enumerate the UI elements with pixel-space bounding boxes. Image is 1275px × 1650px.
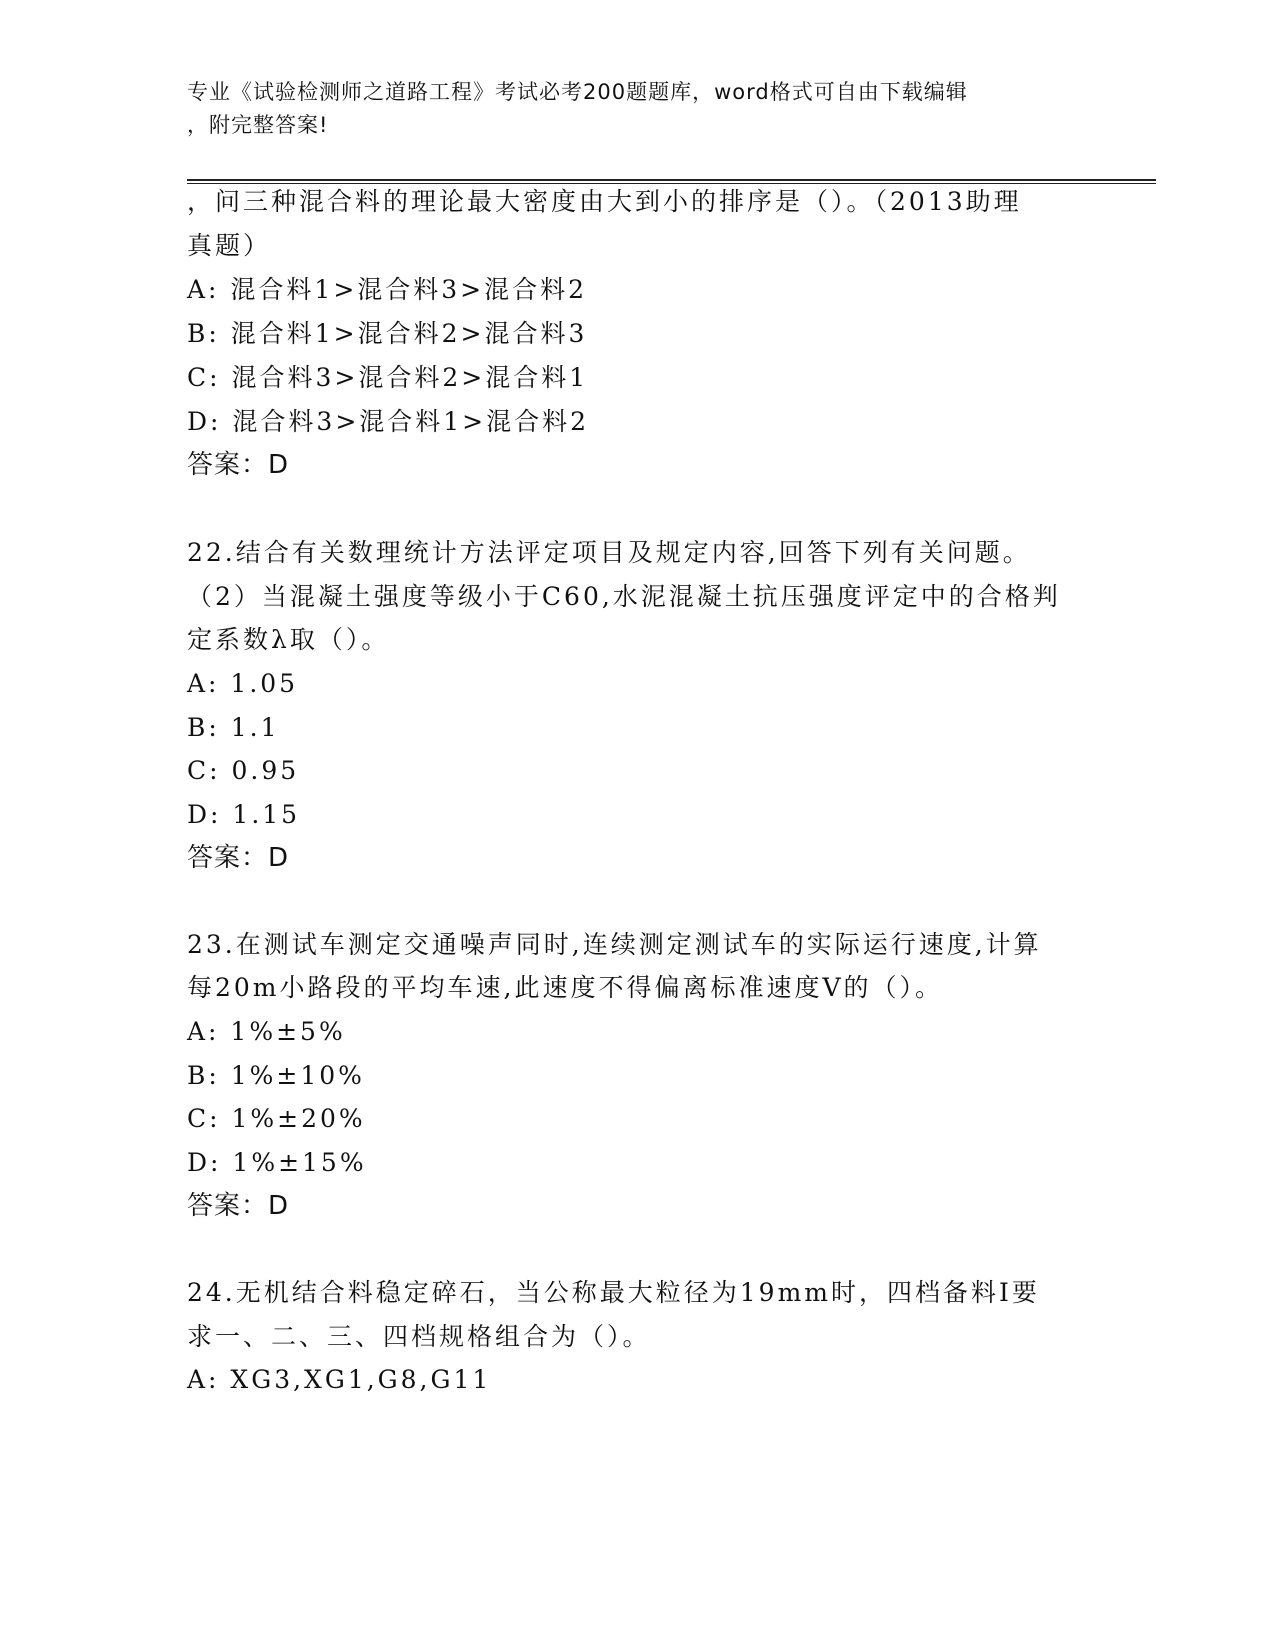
q22-option-b: B: 1.1	[187, 713, 280, 742]
header-title-line-1: 专业《试验检测师之道路工程》考试必考200题题库，word格式可自由下载编辑	[187, 80, 968, 104]
q21-option-a: A: 混合料1>混合料3>混合料2	[187, 275, 588, 304]
q23-option-c: C: 1%±20%	[187, 1104, 366, 1133]
q21-answer: 答案：D	[187, 450, 290, 480]
q21-option-b: B: 混合料1>混合料2>混合料3	[187, 319, 588, 348]
q23-option-b: B: 1%±10%	[187, 1061, 365, 1090]
header-divider-thick	[187, 179, 1156, 181]
q23-option-d: D: 1%±15%	[187, 1148, 367, 1177]
q22-stem-line-2: （2）当混凝土强度等级小于C60,水泥混凝土抗压强度评定中的合格判	[187, 582, 1061, 611]
q22-answer: 答案：D	[187, 843, 290, 873]
q21-option-d: D: 混合料3>混合料1>混合料2	[187, 407, 590, 436]
q23-answer: 答案：D	[187, 1191, 290, 1221]
q24-option-a: A: XG3,XG1,G8,G11	[187, 1365, 492, 1394]
header-title-line-2: ，附完整答案!	[187, 113, 329, 137]
document-header	[187, 76, 1067, 142]
q21-stem-line-1: ，问三种混合料的理论最大密度由大到小的排序是（）。（2013助理	[187, 187, 1022, 216]
q24-stem-line-2: 求一、二、三、四档规格组合为（）。	[187, 1322, 651, 1351]
q22-option-d: D: 1.15	[187, 800, 301, 829]
q22-option-c: C: 0.95	[187, 756, 300, 785]
q21-option-c: C: 混合料3>混合料2>混合料1	[187, 363, 589, 392]
q24-stem-line-1: 24.无机结合料稳定碎石，当公称最大粒径为19mm时，四档备料I要	[187, 1278, 1040, 1307]
q23-option-a: A: 1%±5%	[187, 1017, 346, 1046]
q22-option-a: A: 1.05	[187, 669, 299, 698]
q22-stem-line-3: 定系数λ取（）。	[187, 625, 390, 654]
q22-stem-line-1: 22.结合有关数理统计方法评定项目及规定内容,回答下列有关问题。	[187, 538, 1031, 567]
q23-stem-line-1: 23.在测试车测定交通噪声同时,连续测定测试车的实际运行速度,计算	[187, 930, 1042, 959]
q21-stem-line-2: 真题）	[187, 231, 272, 260]
q23-stem-line-2: 每20m小路段的平均车速,此速度不得偏离标准速度V的（）。	[187, 973, 944, 1002]
